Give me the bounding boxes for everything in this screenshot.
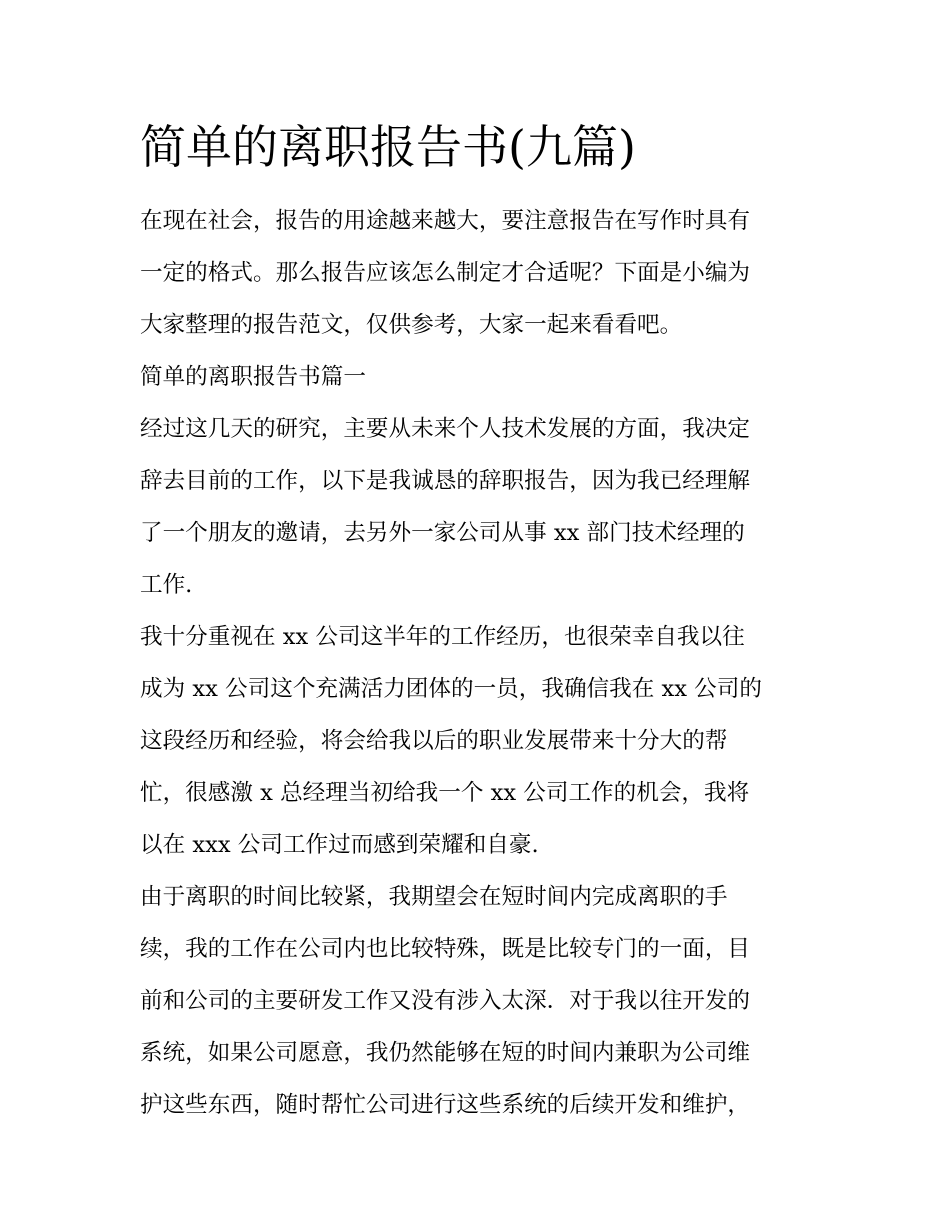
- paragraph-line: 护这些东西，随时帮忙公司进行这些系统的后续开发和维护，: [140, 1092, 751, 1118]
- paragraph-line: 工作.: [140, 572, 193, 598]
- paragraph-line: 前和公司的主要研发工作又没有涉入太深．对于我以往开发的: [140, 988, 751, 1014]
- paragraph-line: 这段经历和经验，将会给我以后的职业发展带来十分大的帮: [140, 728, 728, 754]
- document-title: 简单的离职报告书(九篇): [140, 120, 636, 174]
- paragraph-line: 在现在社会，报告的用途越来越大，要注意报告在写作时具有: [140, 208, 751, 234]
- paragraph-line: 了一个朋友的邀请，去另外一家公司从事 xx 部门技术经理的: [140, 520, 745, 546]
- paragraph-line: 辞去目前的工作，以下是我诚恳的辞职报告，因为我已经理解: [140, 468, 751, 494]
- paragraph-line: 一定的格式。那么报告应该怎么制定才合适呢？下面是小编为: [140, 260, 751, 286]
- paragraph-line: 成为 xx 公司这个充满活力团体的一员，我确信我在 xx 公司的: [140, 676, 762, 702]
- paragraph-line: 以在 xxx 公司工作过而感到荣耀和自豪.: [140, 832, 539, 858]
- paragraph-line: 经过这几天的研究，主要从未来个人技术发展的方面，我决定: [140, 416, 751, 442]
- paragraph-line: 我十分重视在 xx 公司这半年的工作经历，也很荣幸自我以往: [140, 624, 745, 650]
- document-body: [140, 195, 820, 1131]
- paragraph-line: 忙，很感激 x 总经理当初给我一个 xx 公司工作的机会，我将: [140, 780, 750, 806]
- paragraph-line: 大家整理的报告范文，仅供参考，大家一起来看看吧。: [140, 312, 683, 338]
- section-heading: 简单的离职报告书篇一: [140, 364, 366, 390]
- paragraph-line: 续，我的工作在公司内也比较特殊，既是比较专门的一面，目: [140, 936, 751, 962]
- paragraph-line: 由于离职的时间比较紧，我期望会在短时间内完成离职的手: [140, 884, 728, 910]
- paragraph-line: 系统，如果公司愿意，我仍然能够在短的时间内兼职为公司维: [140, 1040, 751, 1066]
